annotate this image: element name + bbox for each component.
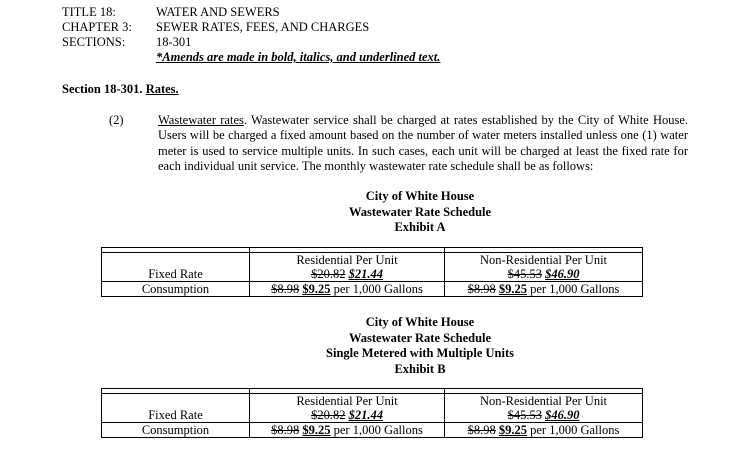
old-value: $45.53 — [507, 267, 542, 281]
residential-fixed-rate — [250, 408, 445, 423]
new-value: $9.25 — [302, 282, 331, 296]
residential-consumption — [250, 423, 445, 438]
title-label: TITLE 18: — [62, 5, 116, 19]
row-label-empty — [102, 394, 250, 409]
exhibit-b-title — [250, 315, 590, 377]
sections-value: 18-301 — [156, 35, 192, 49]
col-header-residential: Residential Per Unit — [250, 253, 445, 268]
nonresidential-consumption — [445, 282, 643, 297]
old-value: $20.82 — [311, 267, 346, 281]
new-value: $46.90 — [545, 267, 580, 281]
nonresidential-consumption — [445, 423, 643, 438]
table-row — [102, 267, 643, 282]
old-value: $8.98 — [271, 423, 300, 437]
residential-fixed-rate — [250, 267, 445, 282]
old-value: $20.82 — [311, 408, 346, 422]
exhibit-b-line-3: Single Metered with Multiple Units — [326, 346, 514, 360]
new-value: $9.25 — [302, 423, 331, 437]
row-label-consumption: Consumption — [102, 423, 250, 438]
col-header-nonresidential: Non-Residential Per Unit — [445, 394, 643, 409]
row-label-fixed-rate: Fixed Rate — [102, 408, 250, 423]
old-value: $8.98 — [271, 282, 300, 296]
table-row — [102, 253, 643, 268]
row-label-empty — [102, 253, 250, 268]
row-label-fixed-rate: Fixed Rate — [102, 267, 250, 282]
exhibit-b-line-1: City of White House — [365, 315, 475, 329]
exhibit-b-line-2: Wastewater Rate Schedule — [348, 330, 492, 345]
unit-suffix: per 1,000 Gallons — [333, 282, 423, 296]
exhibit-a-line-2: Wastewater Rate Schedule — [348, 204, 492, 219]
title-value: WATER AND SEWERS — [156, 5, 280, 19]
old-value: $8.98 — [467, 282, 496, 296]
section-title: Rates. — [145, 82, 179, 96]
chapter-label: CHAPTER 3: — [62, 20, 132, 34]
paragraph-text: Wastewater service shall be charged at rates established by the City of White House. Users will be charged a fixed amount based on the number of water meters installed unless one (1) water meter is used to service multiple units. In such cases, each unit will be charged at least the fixed rate for each individual unit service. The monthly wastewater rate schedule shall be as follows: — [158, 113, 689, 173]
unit-suffix: per 1,000 Gallons — [530, 282, 620, 296]
old-value: $45.53 — [507, 408, 542, 422]
table-row — [102, 282, 643, 297]
table-row — [102, 394, 643, 409]
new-value: $46.90 — [545, 408, 580, 422]
exhibit-b-table — [101, 388, 643, 438]
row-label-consumption: Consumption — [102, 282, 250, 297]
paragraph-lead: Wastewater rates — [158, 113, 244, 127]
chapter-value: SEWER RATES, FEES, AND CHARGES — [156, 20, 370, 34]
nonresidential-fixed-rate — [445, 408, 643, 423]
exhibit-a-line-3: Exhibit A — [394, 220, 446, 234]
new-value: $21.44 — [348, 408, 383, 422]
new-value: $21.44 — [348, 267, 383, 281]
paragraph-number: (2) — [109, 113, 124, 127]
table-row — [102, 408, 643, 423]
paragraph-body — [158, 113, 688, 174]
new-value: $9.25 — [498, 423, 527, 437]
new-value: $9.25 — [498, 282, 527, 296]
exhibit-a-table — [101, 247, 643, 297]
amend-note: *Amends are made in bold, italics, and underlined text. — [156, 50, 441, 64]
exhibit-b-line-4: Exhibit B — [394, 361, 446, 376]
old-value: $8.98 — [467, 423, 496, 437]
residential-consumption — [250, 282, 445, 297]
unit-suffix: per 1,000 Gallons — [530, 423, 620, 437]
section-heading — [62, 82, 179, 97]
unit-suffix: per 1,000 Gallons — [333, 423, 423, 437]
col-header-residential: Residential Per Unit — [250, 394, 445, 409]
exhibit-a-title — [250, 189, 590, 236]
paragraph-lead-punct: . — [243, 113, 247, 127]
sections-label: SECTIONS: — [62, 35, 126, 49]
col-header-nonresidential: Non-Residential Per Unit — [445, 253, 643, 268]
exhibit-a-line-1: City of White House — [365, 189, 475, 203]
section-prefix: Section 18-301. — [62, 82, 146, 96]
nonresidential-fixed-rate — [445, 267, 643, 282]
table-row — [102, 423, 643, 438]
